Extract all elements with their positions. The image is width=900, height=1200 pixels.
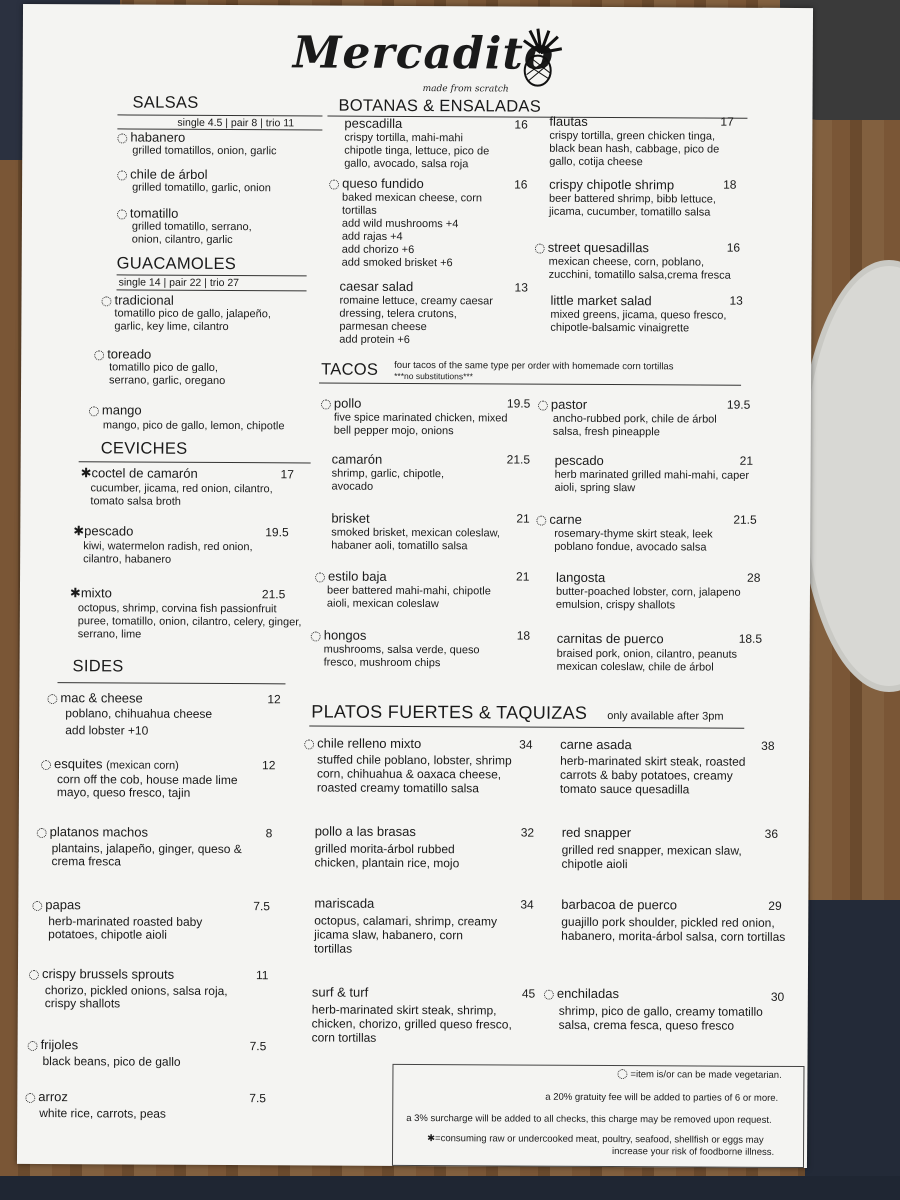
menu-item-name: esquites (mexican corn)	[41, 756, 179, 772]
menu-item-price: 7.5	[249, 1039, 267, 1054]
menu-item-desc: ancho-rubbed pork, chile de árbol salsa, fresh pineapple	[552, 412, 717, 439]
menu-item-desc: rosemary-thyme skirt steak, leek poblano fondue, avocado salsa	[554, 527, 713, 554]
surcharge-note: a 3% surcharge will be added to all checks, this charge may be removed upon request.	[406, 1112, 772, 1126]
menu-item-desc: guajillo pork shoulder, pickled red onion, habanero, morita-árbol salsa, corn tortillas	[561, 914, 786, 944]
menu-item-price: 16	[726, 240, 741, 255]
menu-item-name: ✱pescado	[73, 523, 134, 539]
vegetarian-icon	[25, 1093, 35, 1103]
vegetarian-icon	[315, 572, 325, 582]
menu-item-name: flautas	[549, 113, 588, 129]
menu-item-price: 34	[519, 737, 533, 752]
menu-item-desc: herb-marinated skirt steak, roasted carrots & baby potatoes, creamy tomato sauce quesadilla	[559, 753, 746, 797]
vegetarian-icon	[47, 694, 57, 704]
vegetarian-icon	[329, 179, 339, 189]
menu-item-name: surf & turf	[311, 984, 369, 1000]
vegetarian-icon	[311, 631, 321, 641]
menu-item-name: estilo baja	[315, 568, 387, 583]
menu-item-desc: herb marinated grilled mahi-mahi, caper aioli, spring slaw	[554, 468, 750, 495]
menu-item-price: 16	[514, 117, 528, 132]
menu-item-desc: braised pork, onion, cilantro, peanuts mexican coleslaw, chile de árbol	[556, 647, 738, 674]
vegetarian-icon	[32, 901, 42, 911]
vegetarian-icon	[29, 970, 39, 980]
menu-item-name: pollo	[321, 396, 362, 411]
menu-item-desc: octopus, shrimp, corvina fish passionfruit puree, tomatillo, onion, cilantro, celery, ginger, serrano, lime	[77, 602, 302, 641]
menu-item-desc: octopus, calamari, shrimp, creamy jicama slaw, habanero, corn tortillas	[314, 913, 498, 956]
menu-item-price: 21.5	[506, 452, 531, 467]
brand-logo: Mercadito	[292, 27, 555, 80]
menu-item-name: camarón	[331, 451, 383, 467]
platos-note: only available after 3pm	[607, 710, 724, 723]
menu-item-desc: mushrooms, salsa verde, queso fresco, mushroom chips	[323, 643, 480, 670]
vegetarian-icon	[544, 989, 554, 999]
vegetarian-icon	[321, 399, 331, 409]
background-object	[805, 900, 900, 1200]
menu-item-price: 12	[262, 758, 276, 773]
menu-item-desc: cucumber, jicama, red onion, cilantro, tomato salsa broth	[90, 482, 273, 508]
ceviches-heading: CEVICHES	[100, 439, 188, 458]
menu-item-name: brisket	[331, 510, 370, 526]
menu-item-desc: poblano, chihuahua cheese	[65, 706, 213, 721]
menu-item-name: tradicional	[101, 292, 173, 307]
menu-item-desc: grilled morita-árbol rubbed chicken, plantain rice, mojo	[314, 841, 460, 871]
vegetarian-icon	[89, 406, 99, 416]
menu-item-price: 8	[265, 826, 273, 841]
menu-item-desc: butter-poached lobster, corn, jalapeno emulsion, crispy shallots	[555, 585, 741, 612]
menu-item-price: 17	[280, 467, 294, 482]
menu-item-desc: romaine lettuce, creamy caesar dressing, telera crutons, parmesan cheese	[339, 294, 493, 334]
menu-item-desc: grilled tomatillo, garlic, onion	[132, 181, 271, 195]
menu-item-desc: beer battered mahi-mahi, chipotle aioli, mexican coleslaw	[326, 584, 491, 611]
vegetarian-icon	[538, 400, 548, 410]
menu-item-price: 21	[516, 511, 530, 526]
menu-item-name: mac & cheese	[47, 690, 142, 705]
tacos-note: four tacos of the same type per order with homemade corn tortillas	[394, 359, 674, 373]
menu-item-desc: black beans, pico de gallo	[42, 1054, 181, 1069]
vegetarian-icon	[41, 760, 51, 770]
menu-item-price: 34	[520, 897, 534, 912]
menu-item-price: 13	[514, 280, 528, 295]
botanas-heading: BOTANAS & ENSALADAS	[338, 96, 542, 116]
vegetarian-icon	[536, 515, 546, 525]
menu-item-price: 18.5	[738, 631, 763, 646]
menu-item-desc: smoked brisket, mexican coleslaw, habaner aoli, tomatillo salsa	[331, 526, 501, 553]
tacos-note: ***no substitutions***	[394, 370, 474, 382]
menu-item-desc: shrimp, garlic, chipotle, avocado	[331, 467, 445, 493]
tacos-heading: TACOS	[321, 360, 379, 379]
menu-item-desc: baked mexican cheese, corn tortillas	[341, 191, 483, 217]
menu-item-price: 16	[514, 177, 528, 192]
menu-item-price: 30	[770, 989, 785, 1004]
vegetarian-icon	[535, 243, 545, 253]
menu-item-price: 12	[267, 692, 281, 707]
menu-item-name: carnitas de puerco	[556, 630, 664, 647]
gratuity-note: a 20% gratuity fee will be added to parties of 6 or more.	[545, 1091, 779, 1104]
vegetarian-icon	[117, 209, 127, 219]
vegetarian-icon	[304, 739, 314, 749]
vegetarian-icon	[117, 133, 127, 143]
menu-item-desc: mexican cheese, corn, poblano, zucchini, tomatillo salsa,crema fresca	[548, 255, 731, 282]
menu-item-name: crispy brussels sprouts	[29, 966, 174, 982]
menu-item-desc: herb-marinated roasted baby potatoes, chipotle aioli	[48, 914, 203, 942]
menu-item-price: 18	[723, 177, 737, 192]
menu-item-price: 21.5	[261, 587, 286, 602]
menu-item-price: 21	[516, 569, 530, 584]
menu-item-price: 7.5	[249, 1091, 267, 1106]
menu-item-name: toreado	[94, 346, 151, 361]
menu-item-name: ✱mixto	[69, 585, 112, 601]
menu-item-addon: add protein +6	[339, 333, 410, 346]
guacamoles-heading: GUACAMOLES	[116, 254, 237, 274]
menu-item-price: 17	[720, 114, 734, 129]
menu-item-name: langosta	[556, 569, 606, 585]
menu-item-price: 21	[739, 453, 754, 468]
menu-item-name: queso fundido	[329, 176, 424, 191]
menu-item-name: frijoles	[28, 1037, 79, 1052]
menu-item-desc: kiwi, watermelon radish, red onion, cilantro, habanero	[83, 540, 253, 566]
menu-item-price: 29	[768, 898, 782, 913]
menu-item-name: chile relleno mixto	[304, 735, 421, 751]
menu-item-price: 38	[761, 738, 775, 753]
menu-item-name: crispy chipotle shrimp	[549, 176, 675, 193]
menu-item-desc: five spice marinated chicken, mixed bell pepper mojo, onions	[333, 411, 508, 438]
vegetarian-icon	[117, 170, 127, 180]
pineapple-icon	[516, 27, 566, 89]
menu-item-price: 21.5	[733, 512, 757, 527]
raw-food-note: ✱=consuming raw or undercooked meat, poultry, seafood, shellfish or eggs may	[427, 1133, 764, 1146]
menu-item-desc: shrimp, pico de gallo, creamy tomatillo salsa, crema fesca, queso fresco	[558, 1003, 763, 1033]
menu-item-desc: mixed greens, jicama, queso fresco, chipotle-balsamic vinaigrette	[550, 308, 727, 335]
menu-item-desc: corn off the cob, house made lime mayo, queso fresco, tajin	[56, 772, 238, 800]
menu-item-name: arroz	[25, 1089, 68, 1104]
menu-item-desc: beer battered shrimp, bibb lettuce, jicama, cucumber, tomatillo salsa	[548, 192, 716, 219]
menu-item-name: carne	[536, 512, 582, 527]
menu-item-name: tomatillo	[117, 205, 178, 220]
menu-item-price: 19.5	[265, 525, 289, 540]
vegetarian-icon	[617, 1070, 627, 1080]
menu-item-desc: white rice, carrots, peas	[39, 1106, 166, 1121]
menu-item-name: pescado	[554, 452, 604, 468]
menu-item-name: caesar salad	[339, 278, 414, 294]
menu-item-price: 32	[520, 825, 535, 840]
menu-item-name: platanos machos	[37, 824, 148, 840]
menu-item-name: pollo a las brasas	[314, 823, 416, 840]
menu-item-name: habanero	[117, 129, 185, 144]
menu-item-desc: grilled tomatillo, serrano, onion, cilantro, garlic	[131, 220, 252, 247]
menu-item-desc: stuffed chile poblano, lobster, shrimp corn, chihuahua & oaxaca cheese, roasted creamy tomatillo salsa	[316, 752, 512, 796]
vegetarian-note: =item is/or can be made vegetarian.	[617, 1069, 781, 1081]
menu-item-name: carne asada	[560, 736, 632, 753]
menu-item-desc: crispy tortilla, mahi-mahi chipotle tinga, lettuce, pico de gallo, avocado, salsa roja	[344, 131, 490, 171]
menu-item-name: little market salad	[550, 292, 652, 309]
menu-item-price: 36	[764, 826, 779, 841]
menu-item-price: 19.5	[506, 396, 531, 411]
vegetarian-icon	[28, 1041, 38, 1051]
menu-item-desc: plantains, jalapeño, ginger, queso & crema fresca	[51, 841, 242, 869]
menu-item-addon: add chorizo +6	[341, 243, 415, 256]
menu-item-price: 11	[255, 968, 269, 983]
background-object	[0, 1176, 900, 1200]
menu-item-price: 45	[521, 986, 536, 1001]
menu-item-name: red snapper	[561, 824, 632, 841]
salsas-heading: SALSAS	[132, 93, 199, 112]
guacamoles-pricing: single 14 | pair 22 | trio 27	[118, 276, 240, 290]
menu-item-price: 19.5	[726, 397, 751, 412]
brand-tagline: made from scratch	[422, 84, 509, 95]
menu-item-name: barbacoa de puerco	[561, 896, 678, 913]
menu-item-desc: grilled tomatillos, onion, garlic	[132, 144, 277, 158]
menu-item-name: mariscada	[314, 895, 375, 911]
menu-item-price: 13	[729, 293, 743, 308]
menu-item-desc: chorizo, pickled onions, salsa roja, crispy shallots	[44, 983, 228, 1011]
menu-item-name: pescadilla	[344, 115, 403, 131]
menu-item-name: papas	[32, 897, 80, 912]
menu-item-addon: add smoked brisket +6	[341, 256, 453, 270]
menu-item-name: pastor	[538, 397, 587, 412]
menu-item-name: hongos	[311, 627, 367, 642]
menu-item-desc: mango, pico de gallo, lemon, chipotle	[102, 419, 285, 433]
menu-item-desc: herb-marinated skirt steak, shrimp, chicken, chorizo, grilled queso fresco, corn tortillas	[311, 1002, 512, 1045]
menu-item-name: chile de árbol	[117, 166, 207, 181]
menu-item-price: 28	[747, 570, 761, 585]
vegetarian-icon	[37, 828, 47, 838]
raw-food-note-line2: increase your risk of foodborne illness.	[612, 1146, 775, 1158]
menu-item-name: mango	[89, 402, 142, 417]
menu-item-addon: add lobster +10	[65, 723, 149, 738]
menu-item-addon: add rajas +4	[341, 230, 403, 243]
menu-item-price: 7.5	[253, 899, 271, 914]
platos-heading: PLATOS FUERTES & TAQUIZAS	[311, 701, 588, 723]
menu-item-desc: grilled red snapper, mexican slaw, chipotle aioli	[561, 842, 742, 872]
menu-item-name: enchiladas	[544, 986, 619, 1001]
salsas-pricing: single 4.5 | pair 8 | trio 11	[177, 116, 295, 130]
vegetarian-icon	[94, 350, 104, 360]
menu-item-name: ✱coctel de camarón	[80, 465, 198, 481]
menu-item-price: 18	[516, 628, 531, 643]
menu-item-desc: tomatillo pico de gallo, jalapeño, garlic, key lime, cilantro	[114, 307, 271, 334]
menu-item-desc: tomatillo pico de gallo, serrano, garlic, oregano	[109, 361, 226, 388]
menu-item-desc: crispy tortilla, green chicken tinga, black bean hash, cabbage, pico de gallo, cotija cheese	[549, 129, 720, 169]
vegetarian-icon	[101, 296, 111, 306]
menu-sheet	[17, 4, 813, 1168]
sides-heading: SIDES	[72, 657, 124, 676]
menu-item-name: street quesadillas	[535, 240, 649, 256]
menu-item-addon: add wild mushrooms +4	[341, 217, 459, 231]
